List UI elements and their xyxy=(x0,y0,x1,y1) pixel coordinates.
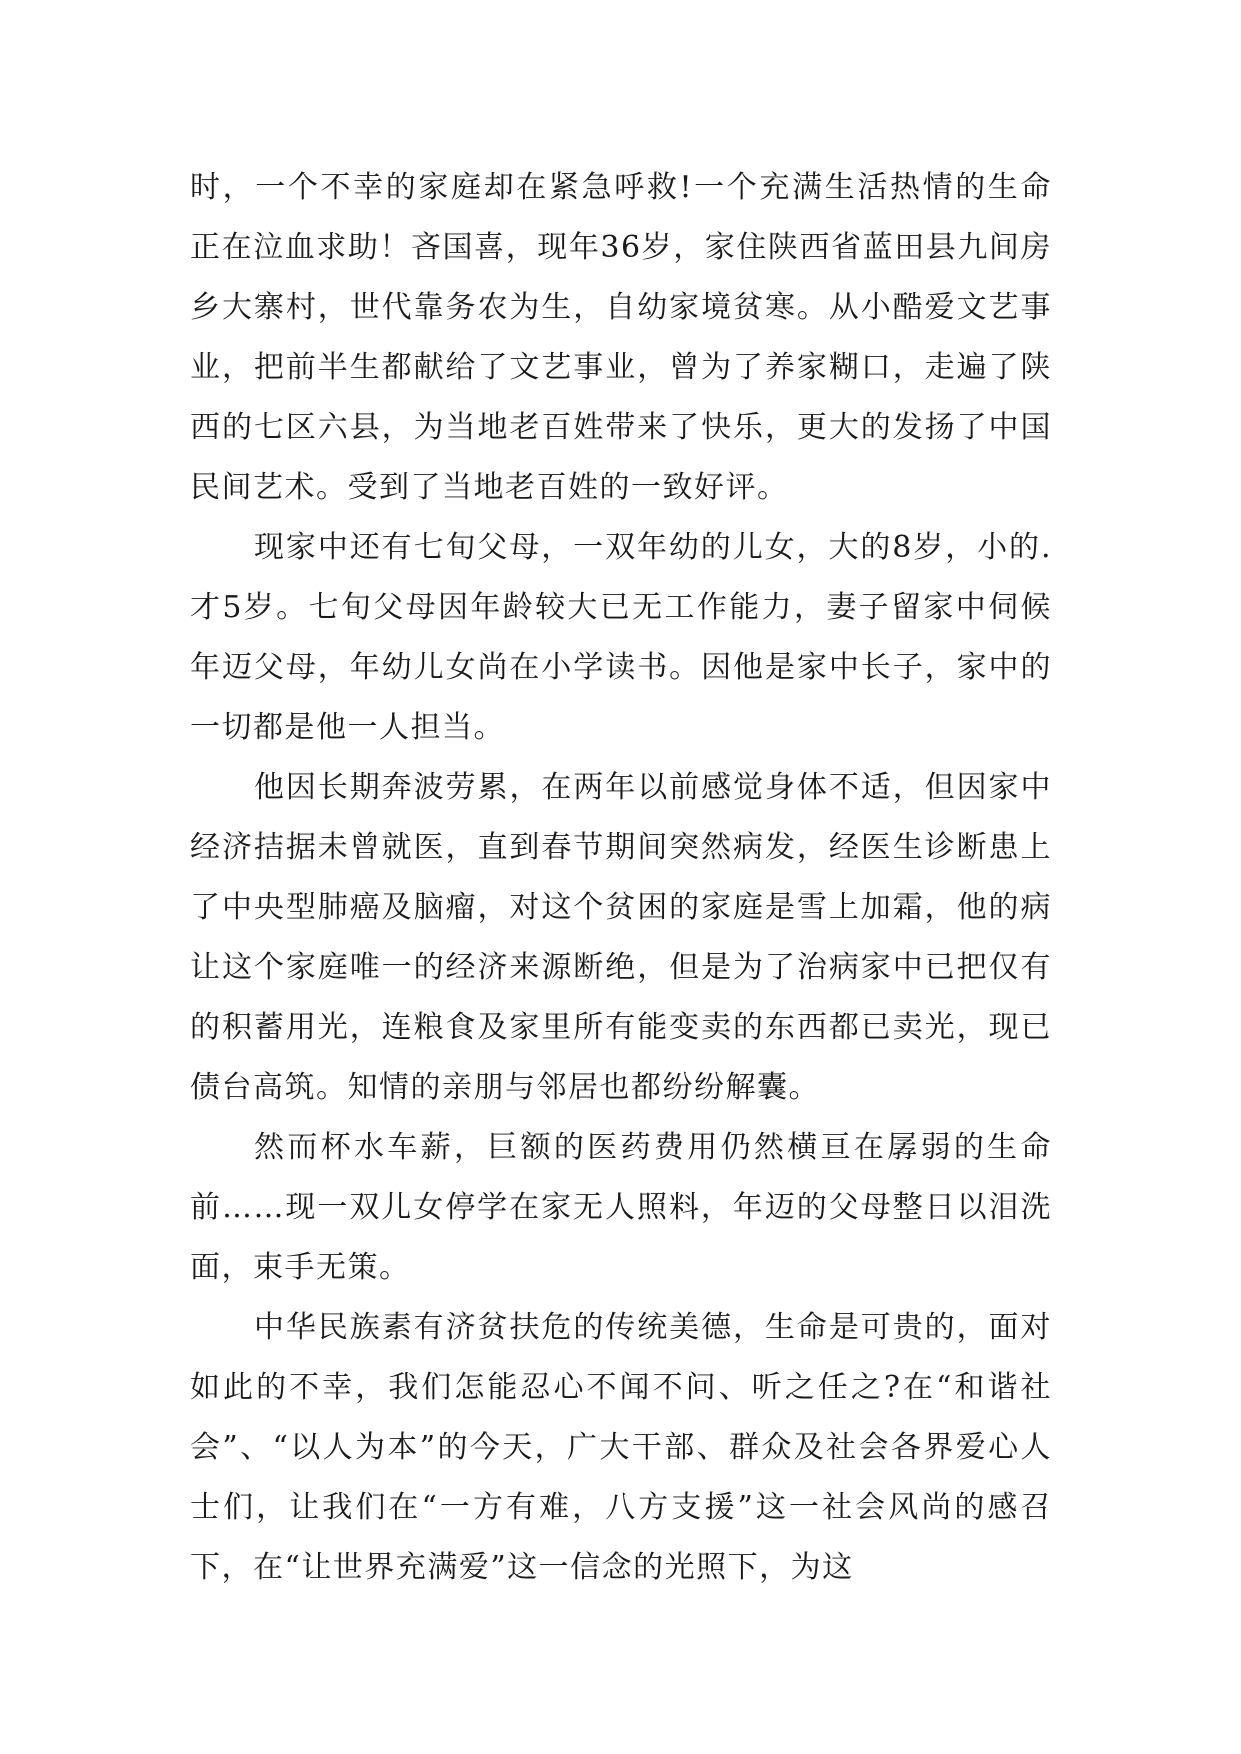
document-body xyxy=(190,158,1052,1598)
paragraph-continued: 时，一个不幸的家庭却在紧急呼救!一个充满生活热情的生命正在泣血求助！吝国喜，现年36岁，家住陕西省蓝田县九间房乡大寨村，世代靠务农为生，自幼家境贫寒。从小酷爱文艺事业，把前半生都献给了文艺事业，曾为了养家糊口，走遍了陕西的七区六县，为当地老百姓带来了快乐，更大的发扬了中国民间艺术。受到了当地老百姓的一致好评。 xyxy=(190,170,1052,505)
paragraph-illness: 他因长期奔波劳累，在两年以前感觉身体不适，但因家中经济拮据未曾就医，直到春节期间突然病发，经医生诊断患上了中央型肺癌及脑瘤，对这个贫困的家庭是雪上加霜，他的病让这个家庭唯一的经济来源断绝，但是为了治病家中已把仅有的积蓄用光，连粮食及家里所有能变卖的东西都已卖光，现已债台高筑。知情的亲朋与邻居也都纷纷解囊。 xyxy=(190,770,1052,1105)
paragraph-family: 现家中还有七旬父母，一双年幼的儿女，大的8岁，小的.才5岁。七旬父母因年龄较大已无工作能力，妻子留家中伺候年迈父母，年幼儿女尚在小学读书。因他是家中长子，家中的一切都是他一人担当。 xyxy=(190,530,1052,745)
paragraph-hardship: 然而杯水车薪，巨额的医药费用仍然横亘在孱弱的生命前……现一双儿女停学在家无人照料，年迈的父母整日以泪洗面，束手无策。 xyxy=(190,1130,1052,1285)
paragraph-appeal: 中华民族素有济贫扶危的传统美德，生命是可贵的，面对如此的不幸，我们怎能忍心不闻不问、听之任之?在“和谐社会”、“以人为本”的今天，广大干部、群众及社会各界爱心人士们，让我们在“一方有难，八方支援”这一社会风尚的感召下，在“让世界充满爱”这一信念的光照下，为这 xyxy=(190,1310,1052,1585)
